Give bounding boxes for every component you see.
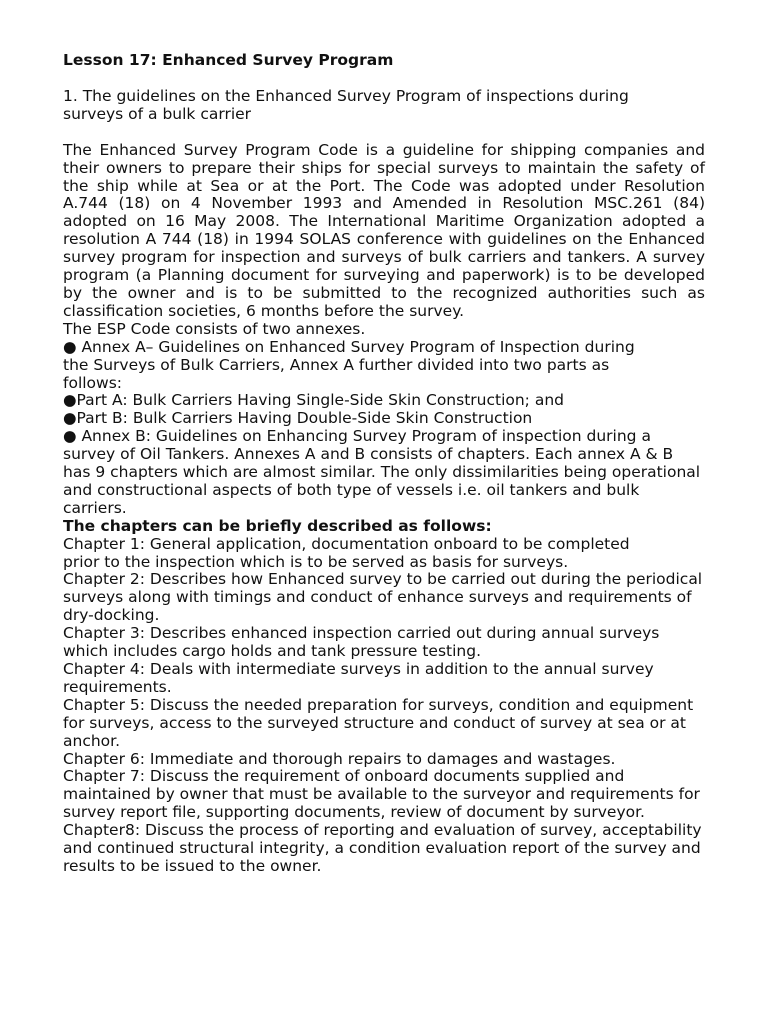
chapter-item: Chapter 2: Describes how Enhanced survey to be carried out during the periodical surveys along with timings and conduct of enhance surveys and requirements of dry-docking. [63, 570, 703, 625]
part-b-item: ●Part B: Bulk Carriers Having Double-Side Skin Construction [63, 409, 533, 428]
annex-b-item: ● Annex B: Guidelines on Enhancing Survey Program of inspection during a survey of Oil Tankers. Annexes A and B consists of chapters. Each annex A & B has 9 chapters which are almost similar. The only dissimilarities being operational and constructional aspects of both type of vessels i.e. oil tankers and bulk carriers. [63, 427, 701, 517]
document-page [63, 52, 705, 876]
chapter-item: Chapter 7: Discuss the requirement of onboard documents supplied and maintained by owner that must be available to the surveyor and requirements for survey report file, supporting documents, review of document by surveyor. [63, 767, 700, 822]
chapter-item: Chapter 3: Describes enhanced inspection carried out during annual surveys which includes cargo holds and tank pressure testing. [63, 624, 660, 661]
lesson-title: Lesson 17: Enhanced Survey Program [63, 51, 394, 69]
section-heading: 1. The guidelines on the Enhanced Survey Program of inspections during surveys of a bulk carrier [63, 86, 629, 123]
chapter-item: Chapter 6: Immediate and thorough repairs to damages and wastages. [63, 749, 616, 768]
chapter-item: Chapter 1: General application, documentation onboard to be completed prior to the inspection which is to be served as basis for surveys. [63, 534, 630, 571]
chapter-item: Chapter 5: Discuss the needed preparation for surveys, condition and equipment for surveys, access to the surveyed structure and conduct of survey at sea or at anchor. [63, 695, 694, 750]
part-a-item: ●Part A: Bulk Carriers Having Single-Side Skin Construction; and [63, 391, 564, 410]
chapters-heading: The chapters can be briefly described as follows: [63, 516, 492, 535]
annex-intro: The ESP Code consists of two annexes. [63, 319, 366, 338]
chapter-item: Chapter 4: Deals with intermediate surveys in addition to the annual survey requirements. [63, 660, 654, 696]
intro-paragraph: The Enhanced Survey Program Code is a guideline for shipping companies and their owners to prepare their ships for special surveys to maintain the safety of the ship while at Sea or at the Port. The Code was adopted under Resolution A.744 (18) on 4 November 1993 and Amended in Resolution MSC.261 (84) adopted on 16 May 2008. The International Maritime Organization adopted a resolution A 744 (18) in 1994 SOLAS conference with guidelines on the Enhanced survey program for inspection and surveys of bulk carriers and tankers. A survey program (a Planning document for surveying and paperwork) is to be developed by the owner and is to be submitted to the recognized authorities such as classification societies, 6 months before the survey. [63, 140, 705, 320]
chapter-item: Chapter8: Discuss the process of reporting and evaluation of survey, acceptability and continued structural integrity, a condition evaluation report of the survey and results to be issued to the owner. [63, 821, 702, 875]
annex-a-item: ● Annex A– Guidelines on Enhanced Survey Program of Inspection during the Surveys of Bulk Carriers, Annex A further divided into two parts as follows: [63, 337, 635, 392]
